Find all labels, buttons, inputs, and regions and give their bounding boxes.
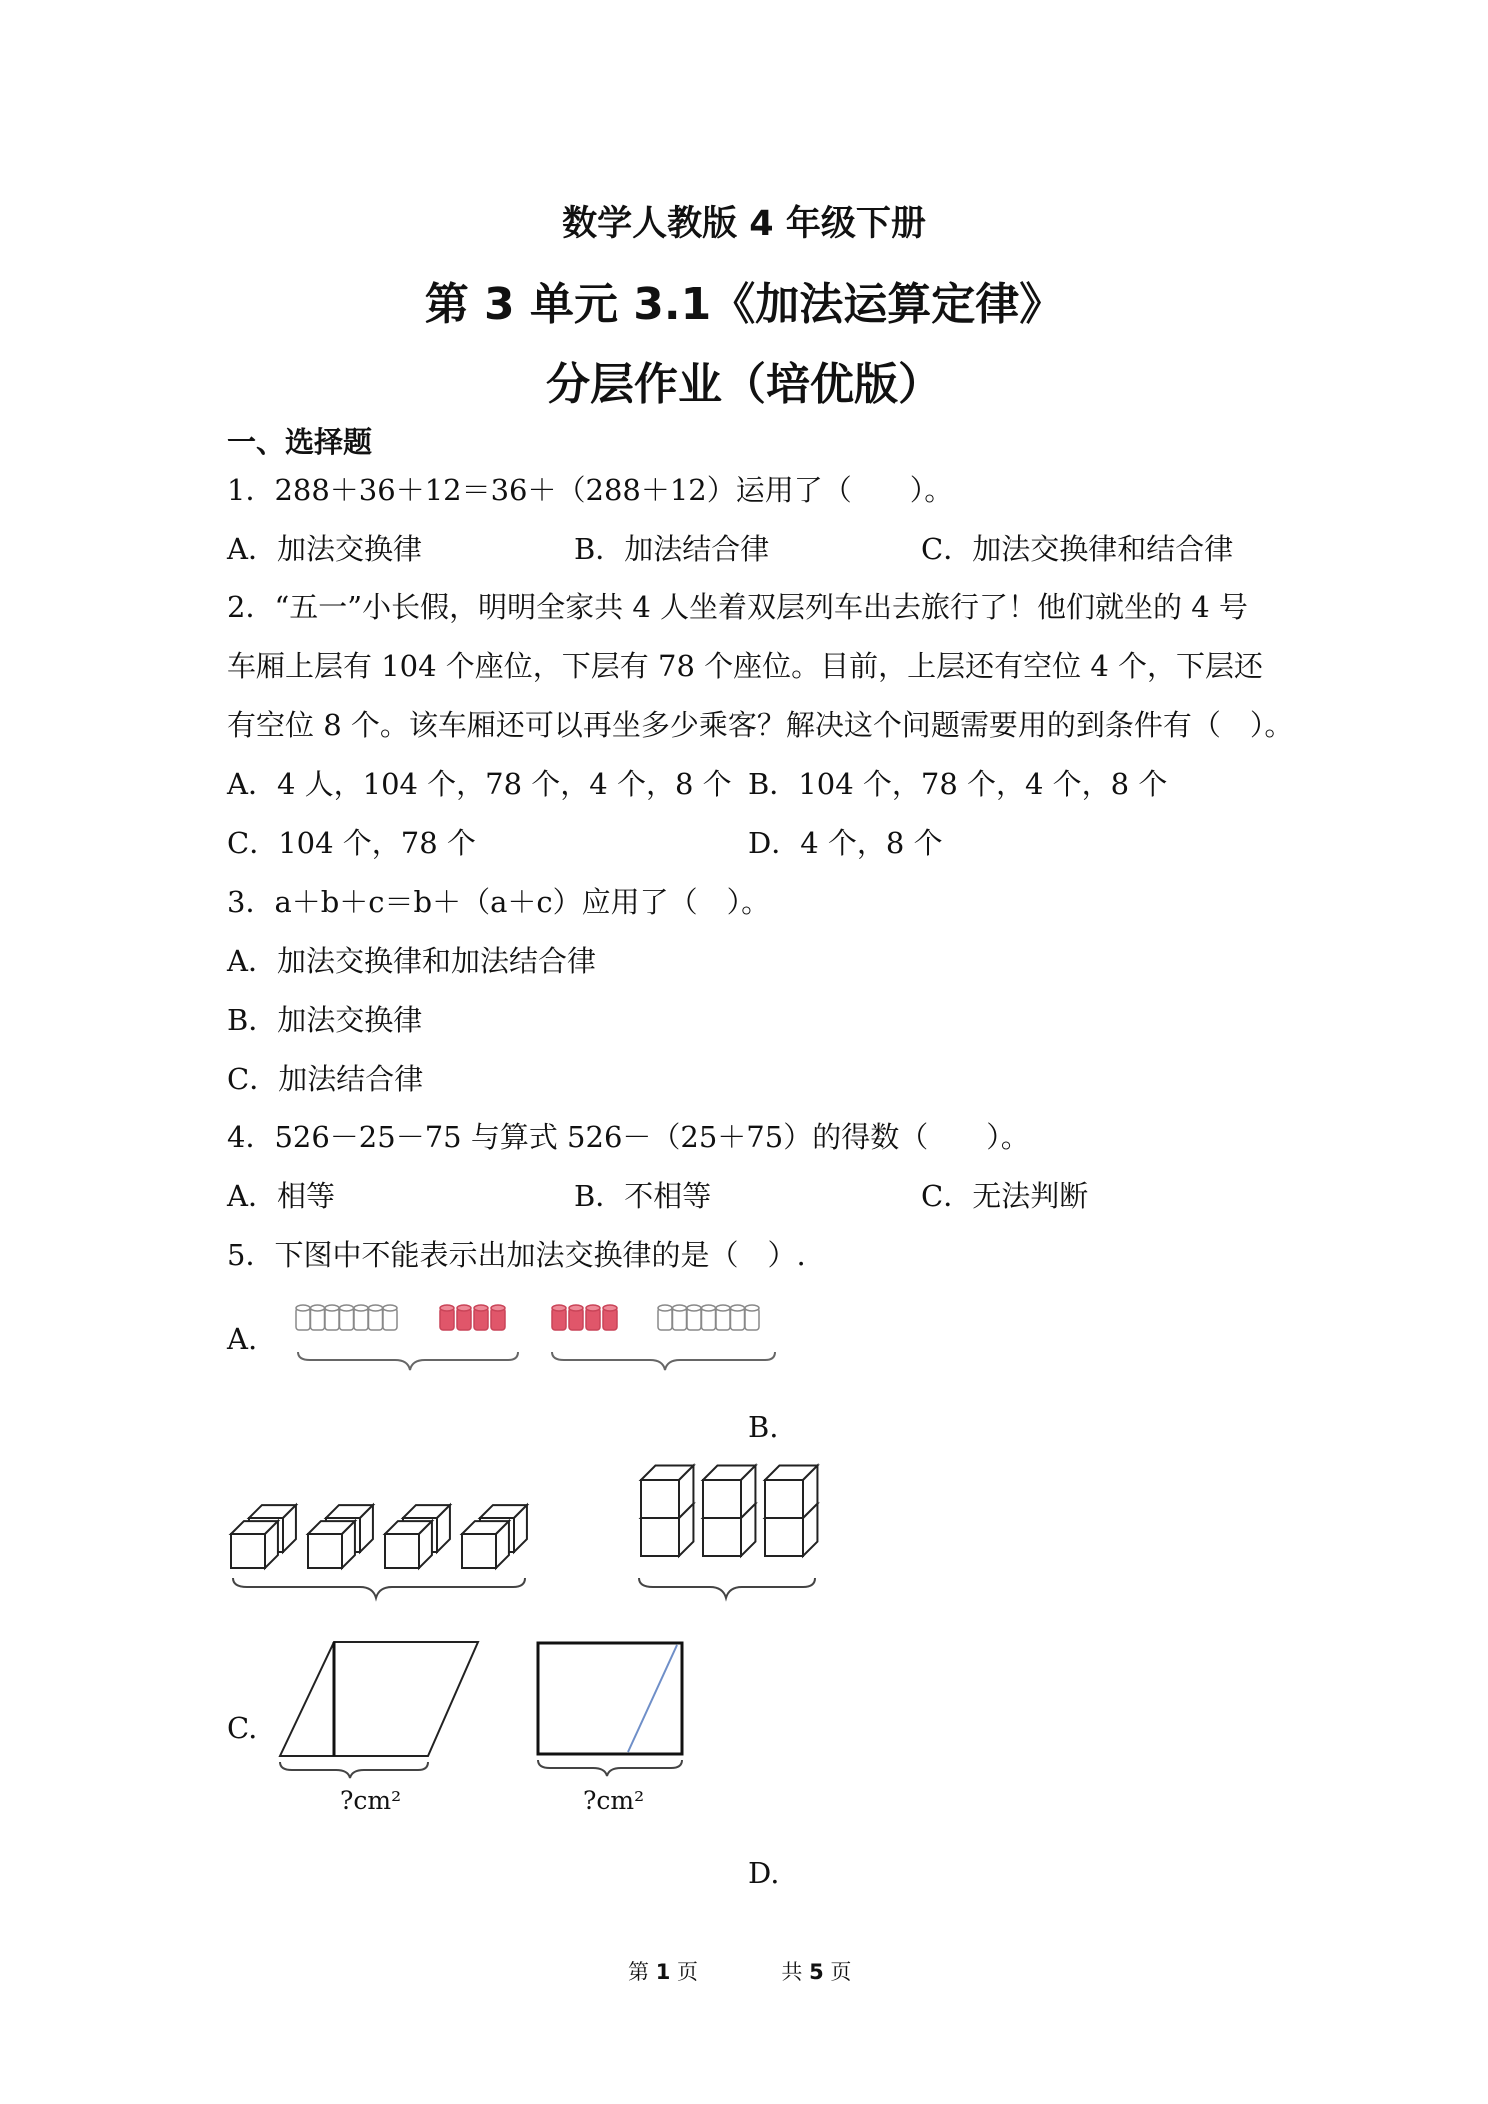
white-can [354, 1305, 368, 1330]
option-c-parallelogram-figure [278, 1640, 488, 1780]
cube [765, 1466, 817, 1518]
footer-page-suffix: 页 [677, 1960, 698, 1984]
cube [385, 1521, 432, 1568]
page-footer [628, 1956, 851, 1986]
question-3-option-c: C．加法结合律 [227, 1062, 424, 1096]
question-5-option-b: B. [748, 1410, 779, 1444]
red-can [569, 1305, 583, 1330]
parallelogram-shape [280, 1642, 478, 1756]
red-can [457, 1305, 471, 1330]
white-can [369, 1305, 383, 1330]
brace-cubes-right [639, 1578, 815, 1598]
footer-total-number: 5 [809, 1960, 824, 1984]
question-3-option-a: A．加法交换律和加法结合律 [227, 944, 596, 978]
question-2-stem-line3: 有空位 8 个。该车厢还可以再坐多少乘客？解决这个问题需要用的到条件有（ ）。 [227, 708, 1294, 742]
footer-page-prefix: 第 [628, 1960, 649, 1984]
white-can [673, 1305, 687, 1330]
question-2-stem-line1: 2．“五一”小长假，明明全家共 4 人坐着双层列车出去旅行了！他们就坐的 4 号 [227, 590, 1248, 624]
question-5-stem: 5．下图中不能表示出加法交换律的是（ ）. [227, 1238, 806, 1272]
question-1-stem: 1．288＋36＋12＝36＋（288＋12）运用了（ ）。 [227, 473, 954, 507]
question-5-option-a: A. [227, 1322, 258, 1356]
red-can [474, 1305, 488, 1330]
question-2-option-a: A．4 人，104 个，78 个，4 个，8 个 [227, 767, 732, 801]
question-1-option-c: C．加法交换律和结合律 [921, 532, 1234, 566]
question-3-stem: 3．a＋b＋c＝b＋（a＋c）应用了（ ）。 [227, 885, 771, 919]
white-can [716, 1305, 730, 1330]
area-label-left: ?cm² [340, 1786, 402, 1815]
cans-group-right [552, 1305, 759, 1330]
rectangle-diagonal [628, 1645, 677, 1752]
white-can [311, 1305, 325, 1330]
area-label-right: ?cm² [583, 1786, 645, 1815]
question-2-option-d: D．4 个，8 个 [748, 826, 943, 860]
doc-title-line1: 数学人教版 4 年级下册 [562, 204, 926, 244]
cube [231, 1521, 278, 1568]
question-2-option-b: B．104 个，78 个，4 个，8 个 [748, 767, 1168, 801]
white-can [687, 1305, 701, 1330]
white-can [745, 1305, 759, 1330]
brace-parallelogram [280, 1762, 428, 1778]
question-4-option-b: B．不相等 [574, 1179, 712, 1213]
cube [308, 1521, 355, 1568]
option-b-cubes-right-figure [635, 1450, 835, 1605]
section-heading: 一、选择题 [227, 425, 373, 459]
red-can [440, 1305, 454, 1330]
cans-group-left [296, 1305, 505, 1330]
cube [703, 1466, 755, 1518]
cube [462, 1521, 509, 1568]
question-4-option-c: C．无法判断 [921, 1179, 1089, 1213]
white-can [731, 1305, 745, 1330]
question-1-option-a: A．加法交换律 [227, 532, 422, 566]
question-4-option-a: A．相等 [227, 1179, 335, 1213]
option-c-rectangle-figure [535, 1640, 685, 1780]
option-a-cans-figure [290, 1300, 810, 1380]
doc-title-line3: 分层作业（培优版） [546, 359, 942, 410]
white-can [702, 1305, 716, 1330]
question-4-stem: 4．526－25－75 与算式 526－（25＋75）的得数（ ）。 [227, 1120, 1030, 1154]
brace-rectangle [538, 1760, 682, 1776]
red-can [552, 1305, 566, 1330]
white-can [340, 1305, 354, 1330]
red-can [586, 1305, 600, 1330]
white-can [658, 1305, 672, 1330]
red-can [491, 1305, 505, 1330]
question-5-option-d: D. [748, 1856, 780, 1890]
question-1-option-b: B．加法结合律 [574, 532, 770, 566]
white-can [296, 1305, 310, 1330]
question-2-option-c: C．104 个，78 个 [227, 826, 476, 860]
option-b-cubes-left-figure [225, 1490, 545, 1605]
footer-total-prefix: 共 [781, 1960, 803, 1984]
brace-cubes-left [233, 1578, 525, 1598]
question-3-option-b: B．加法交换律 [227, 1003, 423, 1037]
footer-page-number: 1 [655, 1960, 671, 1984]
cube [641, 1466, 693, 1518]
brace-right [552, 1352, 775, 1370]
red-can [603, 1305, 617, 1330]
rectangle-shape [538, 1643, 682, 1754]
white-can [325, 1305, 339, 1330]
white-can [383, 1305, 397, 1330]
brace-left [298, 1352, 518, 1370]
footer-total-suffix: 页 [830, 1960, 852, 1984]
question-5-option-c: C. [227, 1711, 258, 1745]
doc-title-line2: 第 3 单元 3.1《加法运算定律》 [424, 279, 1064, 330]
question-2-stem-line2: 车厢上层有 104 个座位，下层有 78 个座位。目前，上层还有空位 4 个，下层还 [227, 649, 1264, 683]
